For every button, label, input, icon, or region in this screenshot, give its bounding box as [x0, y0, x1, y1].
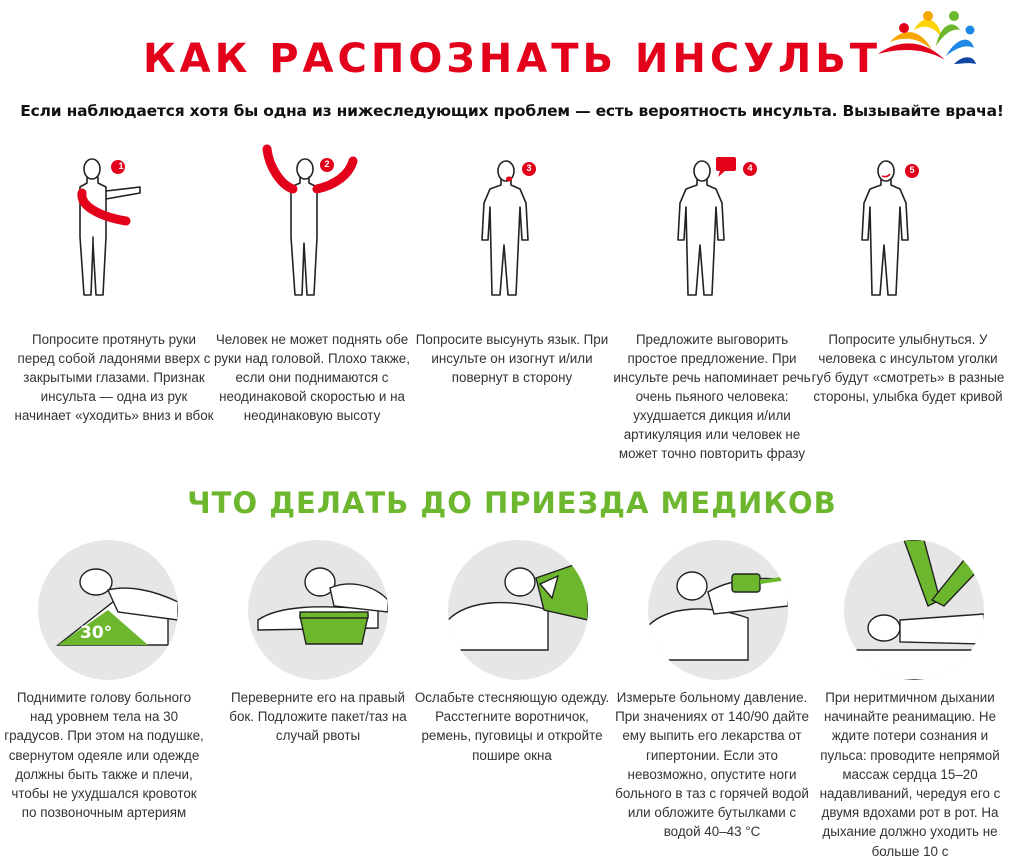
- logo-icon: [870, 8, 980, 78]
- recovery-position-icon: [248, 540, 388, 680]
- sign-2-number: 2: [324, 159, 330, 169]
- sign-2-figure: [235, 145, 385, 310]
- action-2-text: Переверните его на правый бок. Подложите пакет/таз на случай рвоты: [229, 690, 407, 744]
- person-tongue-icon: [432, 145, 582, 310]
- sign-1-number: 1: [118, 161, 124, 171]
- action-5-text: При неритмичном дыхании начинайте реанимацию. Не ждите потери сознания и пульса: проводите непрямой массаж сердца 15–20 надавливаний, чередуя его с двумя вдохами рот в рот. На дыхание должно уходить не больше 10 с: [819, 690, 1001, 859]
- person-arms-raised-icon: [235, 145, 385, 310]
- sign-4-number: 4: [747, 163, 753, 173]
- page-title: КАК РАСПОЗНАТЬ ИНСУЛЬТ: [142, 36, 882, 82]
- sign-4-figure: [630, 145, 780, 310]
- sign-3-text: Попросите высунуть язык. При инсульте он изогнут и/или повернут в сторону: [415, 332, 609, 385]
- person-smile-icon: [814, 145, 964, 310]
- action-4-text: Измерьте больному давление. При значениях от 140/90 дайте ему выпить его лекарства от гипертонии. Если это невозможно, опустите ноги больного в таз с горячей водой или обложите бутылками с водой 40–43 °С: [615, 690, 809, 840]
- section-title-first-aid: ЧТО ДЕЛАТЬ ДО ПРИЕЗДА МЕДИКОВ: [187, 486, 837, 520]
- loosen-collar-icon: [448, 540, 588, 680]
- action-3-text: Ослабьте стесняющую одежду. Расстегните воротничок, ремень, пуговицы и откройте пошире окна: [414, 690, 610, 763]
- sign-5-figure: [814, 145, 964, 310]
- sign-4-text: Предложите выговорить простое предложение. При инсульте речь напоминает речь очень пьяного человека: ухудшается дикция и/или артикуляция или человек не может точно повторить фразу: [613, 332, 811, 461]
- sign-5-number: 5: [909, 165, 915, 175]
- action-4-illustration: [648, 540, 788, 680]
- head-raised-30-icon: [38, 540, 178, 680]
- cpr-icon: [844, 540, 984, 680]
- sign-3-number: 3: [526, 163, 532, 173]
- stroke-signs-illustrations: [0, 145, 1024, 310]
- action-5-illustration: [844, 540, 984, 680]
- angle-label: 30°: [80, 623, 113, 643]
- action-3-illustration: [448, 540, 588, 680]
- sign-5-text: Попросите улыбнуться. У человека с инсультом уголки губ будут «смотреть» в разные стороны, улыбка будет кривой: [811, 332, 1005, 404]
- sign-3-figure: [432, 145, 582, 310]
- person-speech-icon: [630, 145, 780, 310]
- warning-subtitle: Если наблюдается хотя бы одна из нижеследующих проблем — есть вероятность инсульта. Вызывайте врача!: [20, 102, 1004, 120]
- sign-2-text: Человек не может поднять обе руки над головой. Плохо также, если они поднимаются с неодинаковой скоростью и на неодинаковую высоту: [214, 332, 410, 423]
- blood-pressure-icon: [648, 540, 788, 680]
- action-1-illustration: [38, 540, 178, 680]
- action-1-text: Поднимите голову больного над уровнем тела на 30 градусов. При этом на подушке, свернутом одеяле или одежде должны быть также и плечи, чтобы не ухудшался кровоток по позвоночным артериям: [4, 690, 204, 821]
- sign-1-text: Попросите протянуть руки перед собой ладонями вверх с закрытыми глазами. Признак инсульта — одна из рук начинает «уходить» вниз и вбок: [14, 332, 214, 423]
- action-2-illustration: [248, 540, 388, 680]
